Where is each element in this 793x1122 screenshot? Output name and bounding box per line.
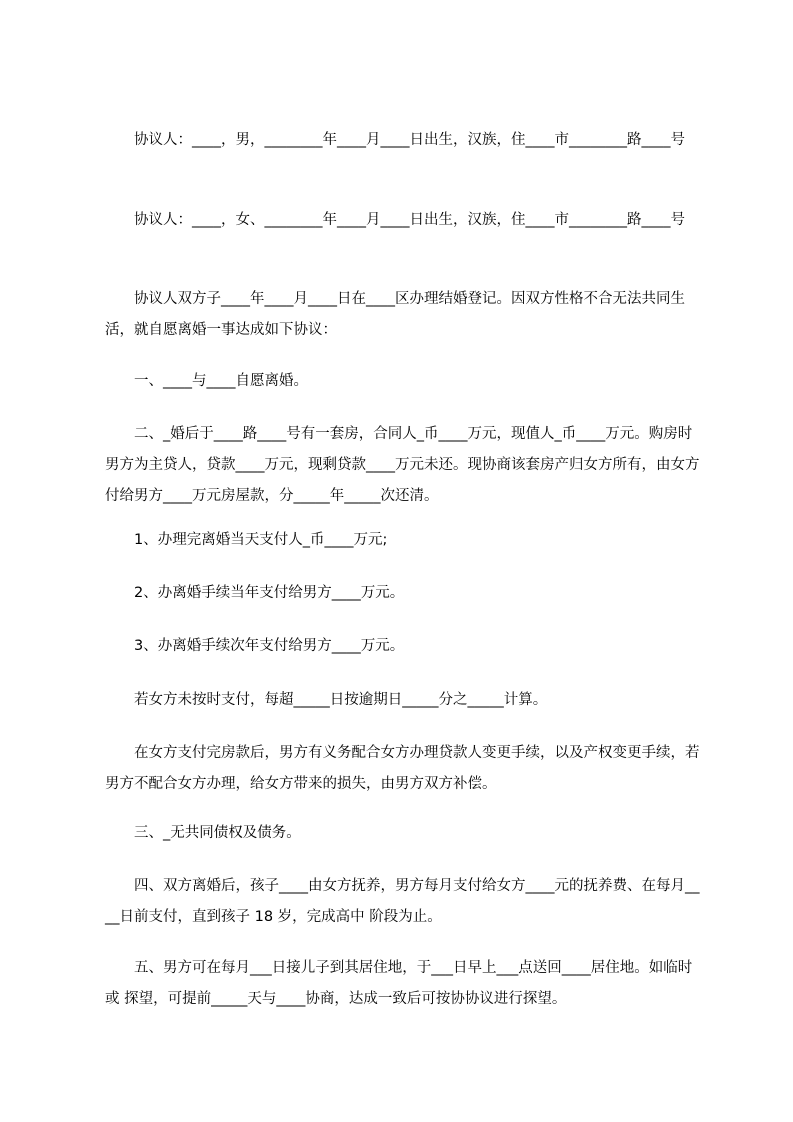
loan-transfer-paragraph: 在女方支付完房款后，男方有义务配合女方办理贷款人变更手续，以及产权变更手续，若男方不配合女方办理，给女方带来的损失，由男方双方补偿。 xyxy=(105,745,700,792)
clause-4-paragraph: 四、双方离婚后，孩子____由女方抚养，男方每月支付给女方____元的抚养费、在每月____日前支付，直到孩子 18 岁，完成高中 阶段为止。 xyxy=(105,878,700,925)
clause-2-paragraph: 二、_婚后于____路____号有一套房，合同人_币____万元，现值人_币____万元。购房时男方为主贷人，贷款____万元，现剩贷款____万元未还。现协商该套房产归女方所有，由女方付给男方____万元房屋款，分_____年_____次还清。 xyxy=(105,426,700,504)
clause-5-paragraph: 五、男方可在每月___日接儿子到其居住地，于___日早上___点送回____居住地。如临时或 探望，可提前_____天与____协商，达成一致后可按协协议进行探望。 xyxy=(105,960,693,1007)
party-male-paragraph: 协议人：____，男，________年____月____日出生，汉族，住____市________路____号 xyxy=(105,132,685,148)
payment-2-paragraph: 2、办离婚手续当年支付给男方____万元。 xyxy=(105,585,405,601)
late-payment-paragraph: 若女方未按时支付，每超_____日按逾期日_____分之_____计算。 xyxy=(105,692,548,708)
party-female-paragraph: 协议人：____，女、________年____月____日出生，汉族，住____市________路____号 xyxy=(105,212,685,228)
clause-1-paragraph: 一、____与____自愿离婚。 xyxy=(105,373,308,389)
payment-1-paragraph: 1、办理完离婚当天支付人_币____万元; xyxy=(105,532,388,548)
marriage-registration-paragraph: 协议人双方子____年____月____日在____区办理结婚登记。因双方性格不合无法共同生活，就自愿离婚一事达成如下协议： xyxy=(105,291,685,338)
payment-3-paragraph: 3、办离婚手续次年支付给男方____万元。 xyxy=(105,638,405,654)
clause-3-paragraph: 三、_无共同债权及债务。 xyxy=(105,825,301,841)
